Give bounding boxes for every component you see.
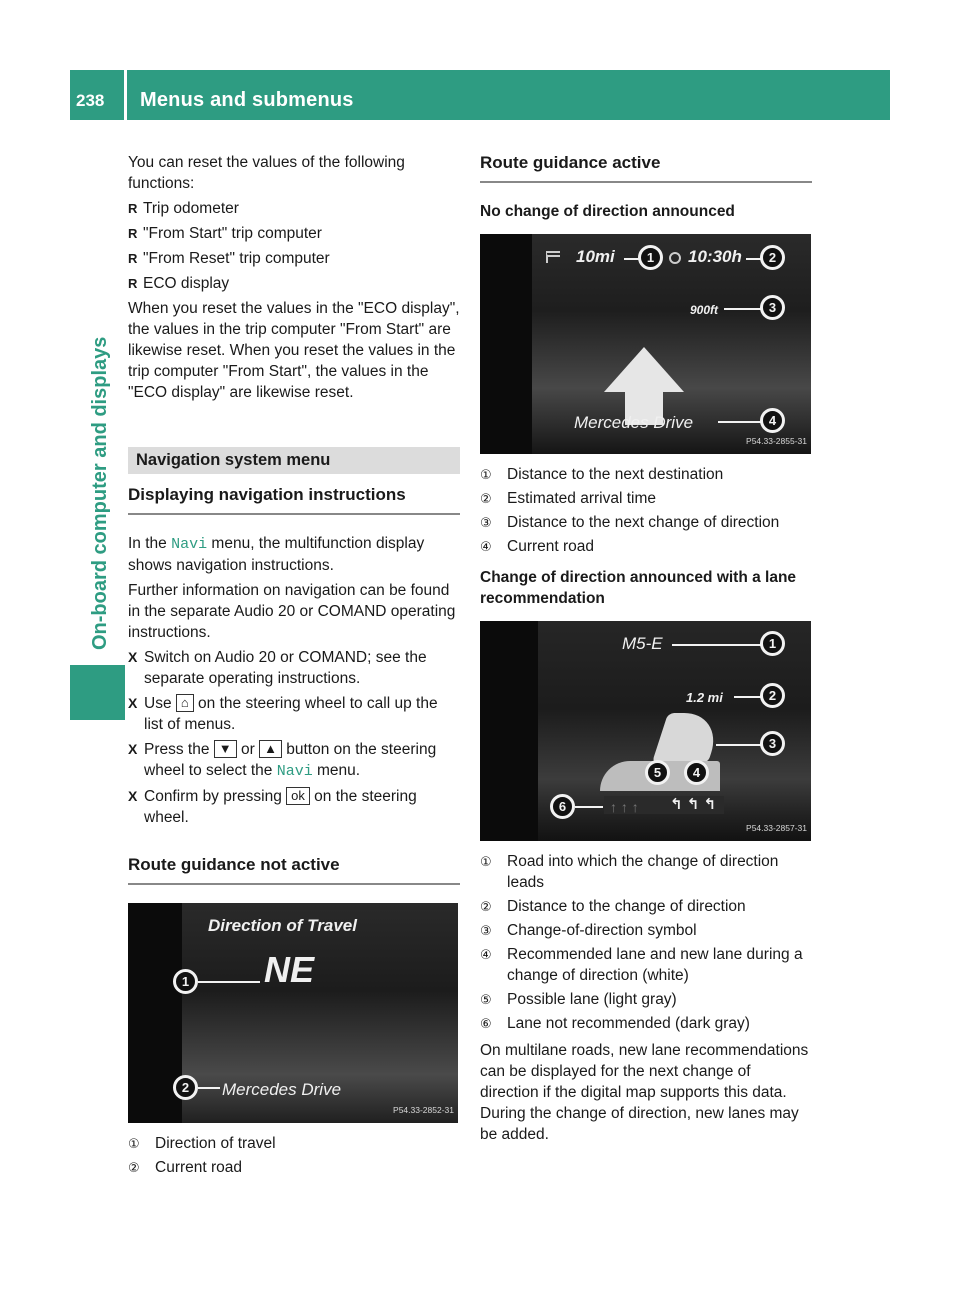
callout-3: 3 bbox=[760, 731, 785, 756]
legend-item: ④ Current road bbox=[480, 538, 595, 555]
legend-item: ⑥ Lane not recommended (dark gray) bbox=[480, 1015, 750, 1032]
callout-2: 2 bbox=[760, 245, 785, 270]
figure-lane-recommendation bbox=[480, 621, 811, 841]
direction-value: NE bbox=[264, 949, 315, 990]
paragraph: Further information on navigation can be found in the separate Audio 20 or COMAND operating instructions. bbox=[128, 582, 456, 641]
clock-icon bbox=[669, 252, 681, 264]
callout-3: 3 bbox=[760, 295, 785, 320]
leader-line bbox=[724, 308, 762, 310]
left-column bbox=[128, 152, 460, 1181]
legend-item: ④ Recommended lane and new lane during a change of direction (white) bbox=[480, 946, 803, 984]
next-distance-value: 900ft bbox=[690, 303, 719, 317]
section-heading: Displaying navigation instructions bbox=[128, 484, 460, 515]
side-tab bbox=[85, 170, 115, 650]
side-marker bbox=[70, 665, 125, 720]
callout-2: 2 bbox=[760, 683, 785, 708]
section-heading: Route guidance not active bbox=[128, 854, 460, 885]
figure-route-not-active bbox=[128, 903, 458, 1123]
page-number: 238 bbox=[76, 91, 105, 110]
legend-item: ② Current road bbox=[128, 1159, 243, 1176]
legend-item: ② Estimated arrival time bbox=[480, 490, 657, 507]
figure-code: P54.33-2855-31 bbox=[746, 436, 807, 446]
leader-line bbox=[716, 744, 762, 746]
side-tab-label: On-board computer and displays bbox=[89, 336, 111, 650]
callout-1: 1 bbox=[638, 245, 663, 270]
legend-item: ③ Distance to the next change of direction bbox=[480, 514, 780, 531]
road-value: Mercedes Drive bbox=[222, 1080, 342, 1099]
leader-line bbox=[672, 644, 762, 646]
right-column bbox=[480, 152, 812, 1149]
arrow-up-icon: ▲ bbox=[259, 740, 282, 758]
subheading: Change of direction announced with a lane recommendation bbox=[480, 569, 797, 607]
leader-line bbox=[198, 1087, 220, 1089]
arrow-down-icon: ▼ bbox=[214, 740, 237, 758]
closing-paragraph: On multilane roads, new lane recommendations can be displayed for the next change of direction if the digital map supports this data. During the change of direction, new lanes may be added. bbox=[480, 1042, 809, 1143]
callout-1: 1 bbox=[173, 969, 198, 994]
step-item: X Confirm by pressing ok on the steering wheel. bbox=[128, 786, 460, 828]
figure-title: Direction of Travel bbox=[208, 916, 357, 935]
step-item: X Use ⌂ on the steering wheel to call up the list of menus. bbox=[128, 693, 460, 735]
legend-item: ① Direction of travel bbox=[128, 1135, 276, 1152]
paragraph: In the Navi menu, the multifunction display shows navigation instructions. bbox=[128, 535, 425, 574]
leader-line bbox=[718, 421, 762, 423]
callout-2: 2 bbox=[173, 1075, 198, 1100]
list-item: R Trip odometer bbox=[128, 198, 460, 219]
leader-line bbox=[734, 696, 762, 698]
page-title: Menus and submenus bbox=[140, 89, 354, 111]
figure-code: P54.33-2857-31 bbox=[746, 823, 807, 833]
callout-1: 1 bbox=[760, 631, 785, 656]
subheading: No change of direction announced bbox=[480, 203, 735, 220]
legend-item: ② Distance to the change of direction bbox=[480, 898, 746, 915]
list-item: R "From Reset" trip computer bbox=[128, 248, 460, 269]
callout-5: 5 bbox=[645, 760, 670, 785]
legend-item: ⑤ Possible lane (light gray) bbox=[480, 991, 677, 1008]
list-item: R "From Start" trip computer bbox=[128, 223, 460, 244]
home-icon: ⌂ bbox=[176, 694, 194, 712]
arrival-value: 10:30h bbox=[688, 247, 742, 266]
leader-line bbox=[575, 806, 603, 808]
header-separator bbox=[124, 70, 127, 132]
distance-value: 1.2 mi bbox=[686, 690, 723, 705]
section-band: Navigation system menu bbox=[128, 447, 460, 474]
figure-no-change bbox=[480, 234, 811, 454]
leader-line bbox=[198, 981, 260, 983]
step-item: X Press the ▼ or ▲ button on the steering wheel to select the Navi menu. bbox=[128, 739, 460, 782]
menu-name: Navi bbox=[171, 536, 208, 553]
distance-value: 10mi bbox=[576, 247, 615, 266]
road-value: Mercedes Drive bbox=[574, 413, 694, 432]
callout-4: 4 bbox=[760, 408, 785, 433]
legend-item: ① Distance to the next destination bbox=[480, 466, 724, 483]
step-item: X Switch on Audio 20 or COMAND; see the separate operating instructions. bbox=[128, 647, 460, 689]
flag-icon bbox=[546, 251, 560, 263]
reset-note: When you reset the values in the "ECO display", the values in the trip computer "From Start" are likewise reset. When you reset the values in the trip computer "From Start", the values in the "ECO display" are likewise reset. bbox=[128, 300, 460, 401]
intro-text: You can reset the values of the following functions: bbox=[128, 154, 405, 192]
ok-icon: ok bbox=[286, 787, 310, 805]
lane-turn-icon: ↰ ↰ ↰ bbox=[670, 796, 717, 813]
lane-arrow-icon: ↑ ↑ ↑ bbox=[610, 799, 639, 815]
callout-4: 4 bbox=[684, 760, 709, 785]
road-value: M5-E bbox=[622, 634, 663, 653]
straight-arrow-icon bbox=[604, 347, 684, 392]
legend-item: ① Road into which the change of direction leads bbox=[480, 853, 779, 891]
list-item: R ECO display bbox=[128, 273, 460, 294]
section-heading: Route guidance active bbox=[480, 152, 812, 183]
callout-6: 6 bbox=[550, 794, 575, 819]
figure-code: P54.33-2852-31 bbox=[393, 1105, 454, 1115]
legend-item: ③ Change-of-direction symbol bbox=[480, 922, 697, 939]
menu-name: Navi bbox=[276, 763, 313, 780]
